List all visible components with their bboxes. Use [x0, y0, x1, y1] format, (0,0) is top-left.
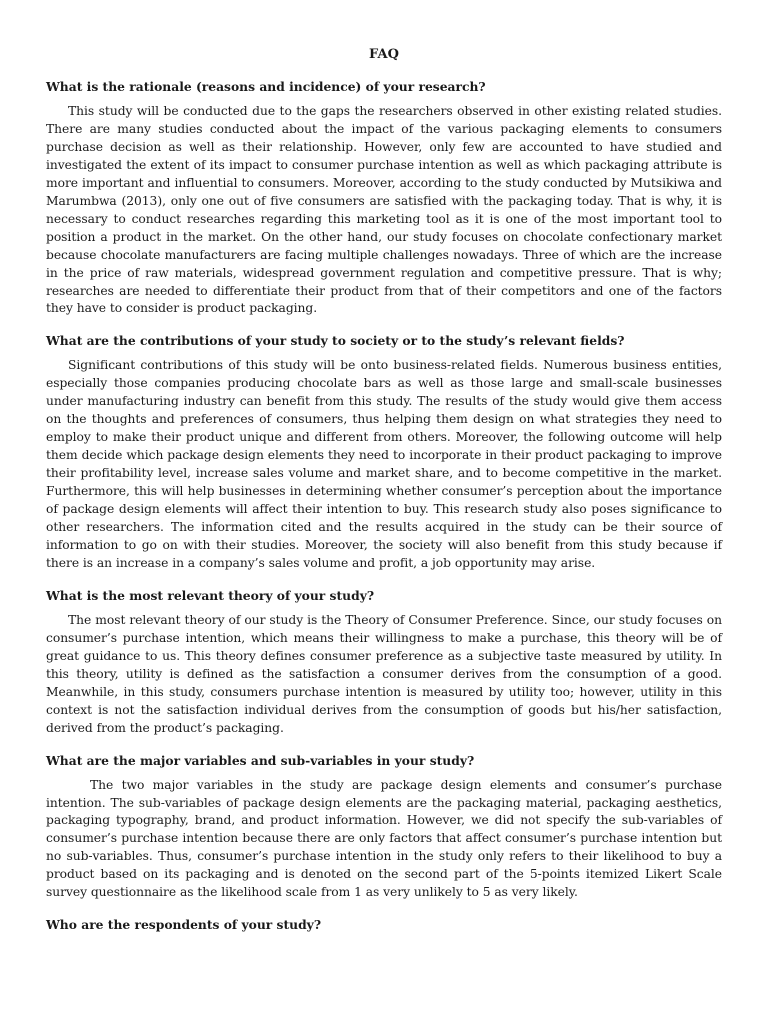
faq-answer-theory: The most relevant theory of our study is the Theory of Consumer Preference. Since, our study focuses on consumer’s purchase intention, which means their willingness to make a purchase, this theory will be of great guidance to us. This theory defines consumer preference as a subjective taste measured by utility. In this theory, utility is defined as the satisfaction a consumer derives from the consumption of a good. Meanwhile, in this study, consumers purchase intention is measured by utility too; however, utility in this context is not the satisfaction individual derives from the consumption of goods but his/her satisfaction, derived from the product’s packaging.	[46, 612, 722, 735]
faq-question-theory: What is the most relevant theory of your study?	[46, 587, 375, 603]
page-title: FAQ	[369, 47, 399, 62]
faq-question-rationale: What is the rationale (reasons and incidence) of your research?	[46, 79, 486, 94]
faq-question-variables: What are the major variables and sub-variables in your study?	[46, 752, 475, 768]
faq-answer-contributions: Significant contributions of this study will be onto business-related fields. Numerous business entities, especially those companies producing chocolate bars as well as those large and small-scale businesses under manufacturing industry can benefit from this study. The results of the study would give them access on the thoughts and preferences of consumers, thus helping them design on what strategies they need to employ to make their product unique and different from others. Moreover, the following outcome will help them decide which package design elements they need to incorporate in their product packaging to improve their profitability level, increase sales volume and market share, and to become competitive in the market. Furthermore, this will help businesses in determining whether consumer’s perception about the importance of package design elements will affect their intention to buy. This research study also poses significance to other researchers. The information cited and the results acquired in the study can be their source of information to go on with their studies. Moreover, the society will also benefit from this study because if there is an increase in a company’s sales volume and profit, a job opportunity may arise.	[46, 358, 722, 570]
document-page	[46, 46, 722, 941]
faq-answer-variables: The two major variables in the study are package design elements and consumer’s purchase intention. The sub-variables of package design elements are the packaging material, packaging aesthetics, packaging typography, brand, and product information. However, we did not specify the sub-variables of consumer’s purchase intention because there are only factors that affect consumer’s purchase intention but no sub-variables. Thus, consumer’s purchase intention in the study only refers to their likelihood to buy a product based on its packaging and is denoted on the second part of the 5-points itemized Likert Scale survey questionnaire as the likelihood scale from 1 as very unlikely to 5 as very likely.	[46, 777, 722, 900]
faq-question-contributions: What are the contributions of your study to society or to the study’s relevant fields?	[46, 333, 625, 349]
faq-answer-rationale: This study will be conducted due to the gaps the researchers observed in other existing related studies. There are many studies conducted about the impact of the various packaging elements to consumers purchase decision as well as their relationship. However, only few are accounted to have studied and investigated the extent of its impact to consumer purchase intention as well as which packaging attribute is more important and influential to consumers. Moreover, according to the study conducted by Mutsikiwa and Marumbwa (2013), only one out of five consumers are satisfied with the packaging today. That is why, it is necessary to conduct researches regarding this marketing tool as it is one of the most important tool to position a product in the market. On the other hand, our study focuses on chocolate confectionary market because chocolate manufacturers are facing multiple challenges nowadays. Three of which are the increase in the price of raw materials, widespread government regulation and competitive pressure. That is why; researches are needed to differentiate their product from that of their competitors and one of the factors they have to consider is product packaging.	[46, 104, 722, 316]
faq-question-respondents: Who are the respondents of your study?	[46, 917, 322, 933]
